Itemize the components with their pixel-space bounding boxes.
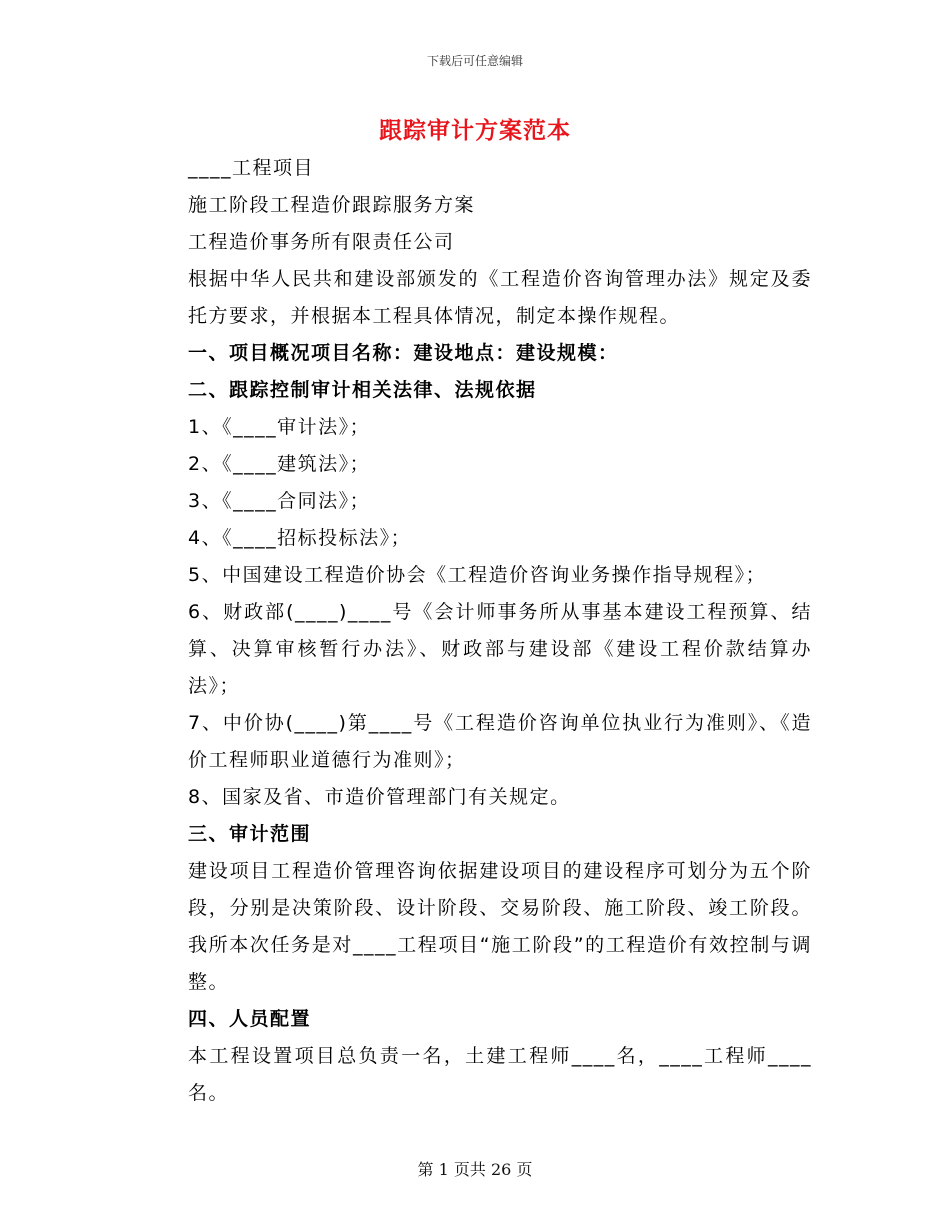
intro-paragraph: 根据中华人民共和建设部颁发的《工程造价咨询管理办法》规定及委托方要求，并根据本工程具体情况，制定本操作规程。 [188, 268, 812, 327]
law-item-3: 3、《____合同法》； [188, 490, 371, 512]
section-heading-4: 四、人员配置 [188, 1008, 312, 1030]
staffing-paragraph: 本工程设置项目总负责一名，土建工程师____名，____工程师____名。 [188, 1045, 812, 1104]
scope-paragraph: 建设项目工程造价管理咨询依据建设项目的建设程序可划分为五个阶段，分别是决策阶段、设计阶段、交易阶段、施工阶段、竣工阶段。我所本次任务是对____工程项目“施工阶段”的工程造价有效控制与调整。 [188, 860, 812, 993]
law-item-5: 5、中国建设工程造价协会《工程造价咨询业务操作指导规程》； [188, 564, 767, 586]
project-name-line: ____工程项目 [188, 157, 315, 179]
company-name: 工程造价事务所有限责任公司 [188, 231, 455, 253]
law-item-1: 1、《____审计法》； [188, 416, 371, 438]
plan-subtitle: 施工阶段工程造价跟踪服务方案 [188, 194, 476, 216]
document-body [142, 150, 812, 1112]
section-heading-2: 二、跟踪控制审计相关法律、法规依据 [188, 379, 537, 401]
law-item-2: 2、《____建筑法》； [188, 453, 371, 475]
law-item-4: 4、《____招标投标法》； [188, 527, 412, 549]
law-item-6: 6、财政部(____)____号《会计师事务所从事基本建设工程预算、结算、决算审核暂行办法》、财政部与建设部《建设工程价款结算办法》； [188, 601, 812, 697]
document-title: 跟踪审计方案范本 [379, 117, 571, 144]
law-item-8: 8、国家及省、市造价管理部门有关规定。 [188, 786, 571, 808]
section-heading-3: 三、审计范围 [188, 823, 312, 845]
page-number: 第 1 页共 26 页 [417, 1160, 533, 1179]
section-heading-1: 一、项目概况项目名称：建设地点：建设规模： [188, 342, 619, 364]
law-item-7: 7、中价协(____)第____号《工程造价咨询单位执业行为准则》、《造价工程师职业道德行为准则》； [188, 712, 812, 771]
header-note: 下载后可任意编辑 [426, 54, 523, 68]
